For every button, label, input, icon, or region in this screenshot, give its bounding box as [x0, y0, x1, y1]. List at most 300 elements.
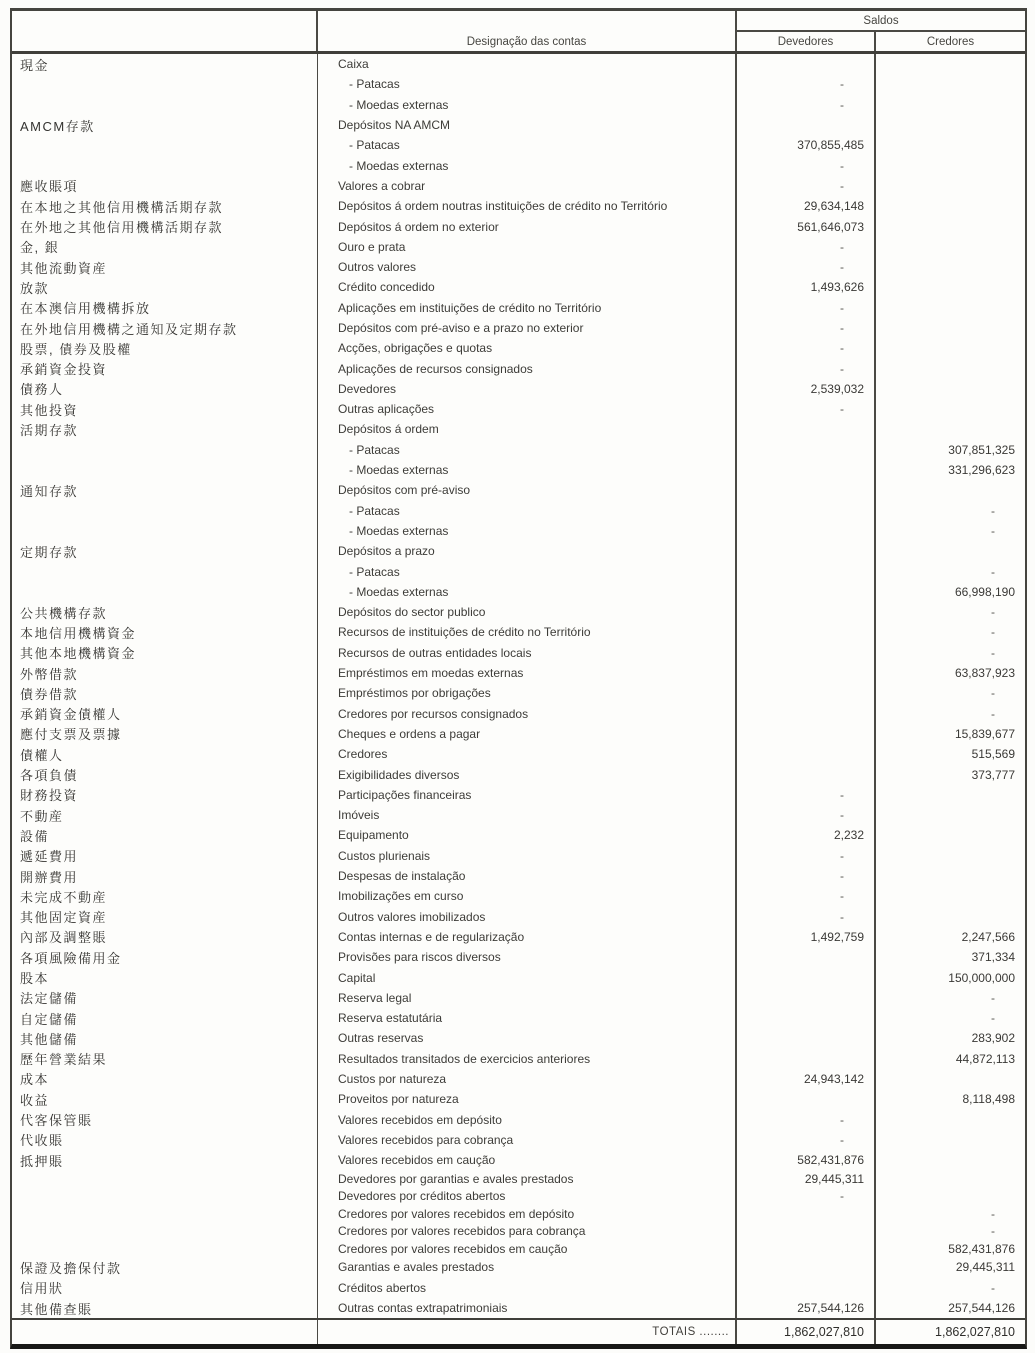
account-name-portuguese: Custos por natureza	[318, 1069, 737, 1089]
value-devedores: 2,232	[737, 825, 876, 845]
value-credores: 283,902	[971, 1031, 1015, 1046]
account-name-portuguese: Depósitos á ordem	[318, 419, 737, 439]
value-credores: 15,839,677	[954, 726, 1015, 741]
value-credores	[876, 846, 1025, 866]
value-devedores: 257,544,126	[737, 1298, 876, 1318]
account-name-portuguese: Outras reservas	[318, 1028, 737, 1048]
account-name-portuguese: Credores por valores recebidos para cobrança	[318, 1223, 737, 1240]
table-row	[12, 1223, 1025, 1240]
value-devedores: -	[737, 176, 876, 196]
table-row	[12, 1188, 1025, 1205]
table-row	[12, 95, 1025, 115]
value-devedores	[737, 501, 876, 521]
table-row	[12, 257, 1025, 277]
totals-devedores: 1,862,027,810	[737, 1320, 876, 1344]
account-name-chinese: 其他本地機構資金	[12, 643, 318, 663]
value-devedores	[737, 1008, 876, 1028]
header-cell-saldos: Saldos	[737, 11, 1025, 32]
account-name-portuguese: Outros valores imobilizados	[318, 906, 737, 926]
value-credores	[876, 318, 1025, 338]
value-devedores: -	[737, 74, 876, 94]
account-name-portuguese: - Moedas externas	[318, 460, 737, 480]
table-row	[12, 744, 1025, 764]
value-credores	[876, 480, 1025, 500]
value-credores	[876, 886, 1025, 906]
value-devedores	[737, 988, 876, 1008]
value-credores: -	[991, 625, 995, 640]
table-row	[12, 135, 1025, 155]
account-name-chinese	[12, 1205, 318, 1222]
header-cell-chinese-accounts	[12, 11, 318, 51]
account-name-portuguese: Depósitos com pré-aviso e a prazo no exterior	[318, 318, 737, 338]
account-name-portuguese: Credores por valores recebidos em caução	[318, 1240, 737, 1257]
account-name-chinese: 活期存款	[12, 419, 318, 439]
account-name-portuguese: Contas internas e de regularização	[318, 927, 737, 947]
value-credores	[876, 906, 1025, 926]
account-name-chinese: 遞延費用	[12, 846, 318, 866]
value-credores	[876, 1150, 1025, 1170]
value-credores: 44,872,113	[955, 1051, 1015, 1066]
table-row	[12, 1240, 1025, 1257]
account-name-chinese: 外幣借款	[12, 663, 318, 683]
table-row	[12, 825, 1025, 845]
account-name-portuguese: Empréstimos por obrigações	[318, 683, 737, 703]
table-row	[12, 1170, 1025, 1187]
table-row	[12, 237, 1025, 257]
table-row	[12, 683, 1025, 703]
value-credores	[876, 115, 1025, 135]
value-credores	[876, 216, 1025, 236]
value-devedores	[737, 582, 876, 602]
value-credores	[876, 399, 1025, 419]
value-credores: -	[991, 605, 995, 620]
value-devedores: 29,634,148	[737, 196, 876, 216]
value-credores: 2,247,566	[961, 929, 1015, 944]
table-row	[12, 866, 1025, 886]
account-name-portuguese: Aplicações de recursos consignados	[318, 358, 737, 378]
account-name-chinese: 收益	[12, 1089, 318, 1109]
value-credores	[876, 1130, 1025, 1150]
account-name-chinese: 保證及擔保付款	[12, 1257, 318, 1277]
value-devedores: -	[737, 338, 876, 358]
value-credores	[876, 1069, 1025, 1089]
value-credores	[876, 277, 1025, 297]
account-name-portuguese: Credores por recursos consignados	[318, 704, 737, 724]
account-name-chinese: 定期存款	[12, 541, 318, 561]
account-name-portuguese: - Patacas	[318, 440, 737, 460]
header-cell-devedores: Devedores	[737, 32, 876, 51]
value-credores	[876, 176, 1025, 196]
value-devedores: 370,855,485	[737, 135, 876, 155]
account-name-chinese	[12, 1240, 318, 1257]
value-credores	[876, 338, 1025, 358]
table-row	[12, 1298, 1025, 1318]
account-name-chinese: 債務人	[12, 379, 318, 399]
account-name-portuguese: - Moedas externas	[318, 521, 737, 541]
account-name-chinese: 設備	[12, 825, 318, 845]
value-credores	[876, 419, 1025, 439]
value-credores: 307,851,325	[948, 442, 1015, 457]
account-name-portuguese: Empréstimos em moedas externas	[318, 663, 737, 683]
value-devedores: -	[737, 906, 876, 926]
value-devedores	[737, 1049, 876, 1069]
account-name-portuguese: Exigibilidades diversos	[318, 764, 737, 784]
account-name-chinese: 成本	[12, 1069, 318, 1089]
account-name-chinese	[12, 135, 318, 155]
table-row	[12, 967, 1025, 987]
value-devedores: -	[737, 866, 876, 886]
account-name-portuguese: Recursos de instituições de crédito no Território	[318, 622, 737, 642]
account-name-portuguese: Credores	[318, 744, 737, 764]
table-row	[12, 1150, 1025, 1170]
account-name-chinese: 公共機構存款	[12, 602, 318, 622]
account-name-chinese: 債券借款	[12, 683, 318, 703]
account-name-chinese: 各項風險備用金	[12, 947, 318, 967]
value-credores: -	[991, 706, 995, 721]
account-name-chinese	[12, 74, 318, 94]
table-row	[12, 582, 1025, 602]
value-devedores: -	[737, 257, 876, 277]
value-credores: 8,118,498	[962, 1092, 1015, 1107]
header-cell-credores: Credores	[926, 35, 975, 48]
table-row	[12, 1257, 1025, 1277]
table-row	[12, 561, 1025, 581]
value-credores: -	[991, 1224, 995, 1239]
table-row	[12, 277, 1025, 297]
account-name-chinese: 金, 銀	[12, 237, 318, 257]
value-devedores	[737, 521, 876, 541]
account-name-chinese: 應收賬項	[12, 176, 318, 196]
account-name-chinese: 開辦費用	[12, 866, 318, 886]
account-name-portuguese: Outras contas extrapatrimoniais	[318, 1298, 737, 1318]
value-credores: 373,777	[971, 767, 1015, 782]
value-devedores	[737, 967, 876, 987]
account-name-chinese: 承銷資金投資	[12, 358, 318, 378]
table-row	[12, 419, 1025, 439]
value-credores: -	[991, 686, 995, 701]
account-name-chinese: 其他備查賬	[12, 1298, 318, 1318]
table-row	[12, 785, 1025, 805]
account-name-portuguese: Cheques e ordens a pagar	[318, 724, 737, 744]
value-credores	[876, 298, 1025, 318]
value-devedores	[737, 1089, 876, 1109]
table-row	[12, 318, 1025, 338]
account-name-portuguese: Reserva legal	[318, 988, 737, 1008]
account-name-portuguese: Devedores por garantias e avales prestados	[318, 1170, 737, 1187]
accounts-table	[10, 8, 1027, 1349]
table-row	[12, 1049, 1025, 1069]
account-name-chinese: 內部及調整賬	[12, 927, 318, 947]
account-name-portuguese: Aplicações em instituições de crédito no Território	[318, 298, 737, 318]
account-name-chinese: 通知存款	[12, 480, 318, 500]
table-row	[12, 480, 1025, 500]
value-credores: 371,334	[971, 950, 1015, 965]
table-row	[12, 460, 1025, 480]
value-credores	[876, 237, 1025, 257]
account-name-chinese: 應付支票及票據	[12, 724, 318, 744]
value-devedores	[737, 460, 876, 480]
account-name-portuguese: Proveitos por natureza	[318, 1089, 737, 1109]
table-row	[12, 1069, 1025, 1089]
value-devedores: -	[737, 846, 876, 866]
table-row	[12, 115, 1025, 135]
account-name-chinese: 信用狀	[12, 1278, 318, 1298]
account-name-chinese: 股本	[12, 967, 318, 987]
table-row	[12, 54, 1025, 74]
account-name-chinese: 代收賬	[12, 1130, 318, 1150]
table-row	[12, 1109, 1025, 1129]
account-name-chinese	[12, 1188, 318, 1205]
account-name-portuguese: Equipamento	[318, 825, 737, 845]
account-name-portuguese: Valores recebidos em caução	[318, 1150, 737, 1170]
value-credores: -	[991, 503, 995, 518]
value-devedores: -	[737, 886, 876, 906]
value-credores: -	[991, 645, 995, 660]
table-row	[12, 622, 1025, 642]
value-devedores	[737, 602, 876, 622]
account-name-portuguese: Acções, obrigações e quotas	[318, 338, 737, 358]
account-name-portuguese: Imóveis	[318, 805, 737, 825]
account-name-portuguese: - Patacas	[318, 561, 737, 581]
table-row	[12, 74, 1025, 94]
account-name-chinese: 其他固定資産	[12, 906, 318, 926]
account-name-chinese: 各項負債	[12, 764, 318, 784]
value-credores: 29,445,311	[955, 1260, 1015, 1275]
account-name-portuguese: Depósitos a prazo	[318, 541, 737, 561]
totals-empty-cell	[12, 1320, 318, 1344]
table-row	[12, 155, 1025, 175]
value-devedores	[737, 561, 876, 581]
table-row	[12, 906, 1025, 926]
account-name-portuguese: - Patacas	[318, 135, 737, 155]
table-row	[12, 338, 1025, 358]
account-name-portuguese: Depósitos do sector publico	[318, 602, 737, 622]
table-body	[12, 54, 1025, 1318]
account-name-chinese: 在本澳信用機構拆放	[12, 298, 318, 318]
value-devedores: 1,492,759	[737, 927, 876, 947]
value-devedores	[737, 683, 876, 703]
value-credores	[876, 1170, 1025, 1187]
account-name-portuguese: Devedores	[318, 379, 737, 399]
table-row	[12, 805, 1025, 825]
account-name-chinese: 在外地之其他信用機構活期存款	[12, 216, 318, 236]
value-devedores	[737, 1205, 876, 1222]
value-credores: -	[991, 564, 995, 579]
account-name-chinese: 本地信用機構資金	[12, 622, 318, 642]
account-name-chinese: 其他投資	[12, 399, 318, 419]
value-devedores: 2,539,032	[737, 379, 876, 399]
value-credores	[876, 155, 1025, 175]
value-credores	[876, 805, 1025, 825]
account-name-portuguese: Valores a cobrar	[318, 176, 737, 196]
account-name-chinese: 歷年營業結果	[12, 1049, 318, 1069]
table-row	[12, 1008, 1025, 1028]
value-credores	[876, 95, 1025, 115]
account-name-portuguese: Participações financeiras	[318, 785, 737, 805]
table-row	[12, 764, 1025, 784]
table-row	[12, 704, 1025, 724]
value-devedores: -	[737, 318, 876, 338]
value-devedores: -	[737, 155, 876, 175]
value-devedores: 29,445,311	[737, 1170, 876, 1187]
account-name-portuguese: Devedores por créditos abertos	[318, 1188, 737, 1205]
value-devedores	[737, 724, 876, 744]
value-devedores: -	[737, 237, 876, 257]
table-row	[12, 196, 1025, 216]
account-name-portuguese: - Moedas externas	[318, 155, 737, 175]
value-devedores: -	[737, 1130, 876, 1150]
value-credores: 257,544,126	[948, 1301, 1015, 1316]
value-credores: -	[991, 990, 995, 1005]
account-name-portuguese: Crédito concedido	[318, 277, 737, 297]
value-credores	[876, 866, 1025, 886]
table-row	[12, 501, 1025, 521]
value-credores	[876, 54, 1025, 74]
value-credores	[876, 825, 1025, 845]
value-devedores	[737, 1278, 876, 1298]
value-devedores: -	[737, 399, 876, 419]
totals-row	[12, 1318, 1025, 1344]
header-cell-designacao: Designação das contas	[318, 11, 737, 51]
value-credores: -	[991, 1011, 995, 1026]
value-credores	[876, 1109, 1025, 1129]
value-credores: -	[991, 1206, 995, 1221]
table-row	[12, 886, 1025, 906]
table-row	[12, 643, 1025, 663]
account-name-chinese	[12, 582, 318, 602]
value-devedores	[737, 541, 876, 561]
account-name-chinese	[12, 155, 318, 175]
value-credores	[876, 196, 1025, 216]
value-credores	[876, 1188, 1025, 1205]
value-devedores	[737, 440, 876, 460]
value-credores	[876, 74, 1025, 94]
account-name-chinese	[12, 1170, 318, 1187]
value-credores: 63,837,923	[954, 666, 1015, 681]
value-devedores	[737, 480, 876, 500]
value-devedores	[737, 54, 876, 74]
value-devedores: -	[737, 785, 876, 805]
account-name-portuguese: Créditos abertos	[318, 1278, 737, 1298]
account-name-portuguese: - Moedas externas	[318, 582, 737, 602]
value-devedores: -	[737, 1188, 876, 1205]
account-name-chinese: 債權人	[12, 744, 318, 764]
totals-credores: 1,862,027,810	[935, 1325, 1015, 1340]
table-row	[12, 216, 1025, 236]
account-name-portuguese: Outros valores	[318, 257, 737, 277]
value-devedores	[737, 663, 876, 683]
value-devedores	[737, 643, 876, 663]
value-credores	[876, 358, 1025, 378]
value-devedores	[737, 947, 876, 967]
account-name-chinese	[12, 460, 318, 480]
value-devedores: -	[737, 805, 876, 825]
account-name-portuguese: Despesas de instalação	[318, 866, 737, 886]
table-row	[12, 521, 1025, 541]
table-row	[12, 298, 1025, 318]
value-devedores: 582,431,876	[737, 1150, 876, 1170]
account-name-chinese: 現金	[12, 54, 318, 74]
account-name-portuguese: Outras aplicações	[318, 399, 737, 419]
account-name-chinese: 代客保管賬	[12, 1109, 318, 1129]
table-row	[12, 663, 1025, 683]
table-row	[12, 358, 1025, 378]
account-name-chinese: 其他儲備	[12, 1028, 318, 1048]
account-name-portuguese: Ouro e prata	[318, 237, 737, 257]
account-name-chinese: 抵押賬	[12, 1150, 318, 1170]
account-name-chinese: 其他流動資産	[12, 257, 318, 277]
table-row	[12, 1028, 1025, 1048]
table-row	[12, 1130, 1025, 1150]
value-credores: 582,431,876	[948, 1241, 1015, 1256]
value-devedores: 24,943,142	[737, 1069, 876, 1089]
value-credores	[876, 541, 1025, 561]
table-header	[12, 11, 1025, 54]
account-name-portuguese: Provisões para riscos diversos	[318, 947, 737, 967]
totals-label: TOTAIS ........	[318, 1320, 737, 1344]
account-name-chinese	[12, 561, 318, 581]
value-credores: 150,000,000	[948, 970, 1015, 985]
account-name-portuguese: Depósitos á ordem no exterior	[318, 216, 737, 236]
account-name-portuguese: - Patacas	[318, 74, 737, 94]
account-name-chinese: 在本地之其他信用機構活期存款	[12, 196, 318, 216]
value-devedores: -	[737, 95, 876, 115]
value-devedores	[737, 1257, 876, 1277]
account-name-chinese: 在外地信用機構之通知及定期存款	[12, 318, 318, 338]
account-name-portuguese: Imobilizações em curso	[318, 886, 737, 906]
account-name-portuguese: - Moedas externas	[318, 95, 737, 115]
account-name-chinese: 承銷資金債權人	[12, 704, 318, 724]
account-name-portuguese: Depósitos NA AMCM	[318, 115, 737, 135]
table-row	[12, 541, 1025, 561]
value-credores	[876, 785, 1025, 805]
account-name-portuguese: Resultados transitados de exercicios anteriores	[318, 1049, 737, 1069]
account-name-portuguese: - Patacas	[318, 501, 737, 521]
account-name-portuguese: Recursos de outras entidades locais	[318, 643, 737, 663]
table-row	[12, 947, 1025, 967]
value-credores: -	[991, 1280, 995, 1295]
account-name-portuguese: Depósitos com pré-aviso	[318, 480, 737, 500]
value-devedores: -	[737, 1109, 876, 1129]
value-devedores	[737, 419, 876, 439]
account-name-chinese	[12, 440, 318, 460]
table-row	[12, 846, 1025, 866]
account-name-chinese: 財務投資	[12, 785, 318, 805]
account-name-chinese: 股票, 債券及股權	[12, 338, 318, 358]
value-devedores	[737, 744, 876, 764]
account-name-chinese: 未完成不動産	[12, 886, 318, 906]
account-name-chinese: 法定儲備	[12, 988, 318, 1008]
account-name-chinese: AMCM存款	[12, 115, 318, 135]
value-credores: 331,296,623	[948, 463, 1015, 478]
account-name-portuguese: Garantias e avales prestados	[318, 1257, 737, 1277]
value-credores	[876, 379, 1025, 399]
table-row	[12, 724, 1025, 744]
account-name-chinese: 自定儲備	[12, 1008, 318, 1028]
value-devedores	[737, 1223, 876, 1240]
value-devedores: -	[737, 358, 876, 378]
value-devedores	[737, 1028, 876, 1048]
table-row	[12, 440, 1025, 460]
account-name-chinese: 放款	[12, 277, 318, 297]
value-devedores	[737, 115, 876, 135]
table-row	[12, 1089, 1025, 1109]
value-devedores: 561,646,073	[737, 216, 876, 236]
value-devedores: 1,493,626	[737, 277, 876, 297]
value-credores: 66,998,190	[954, 584, 1015, 599]
account-name-chinese	[12, 1223, 318, 1240]
value-devedores: -	[737, 298, 876, 318]
